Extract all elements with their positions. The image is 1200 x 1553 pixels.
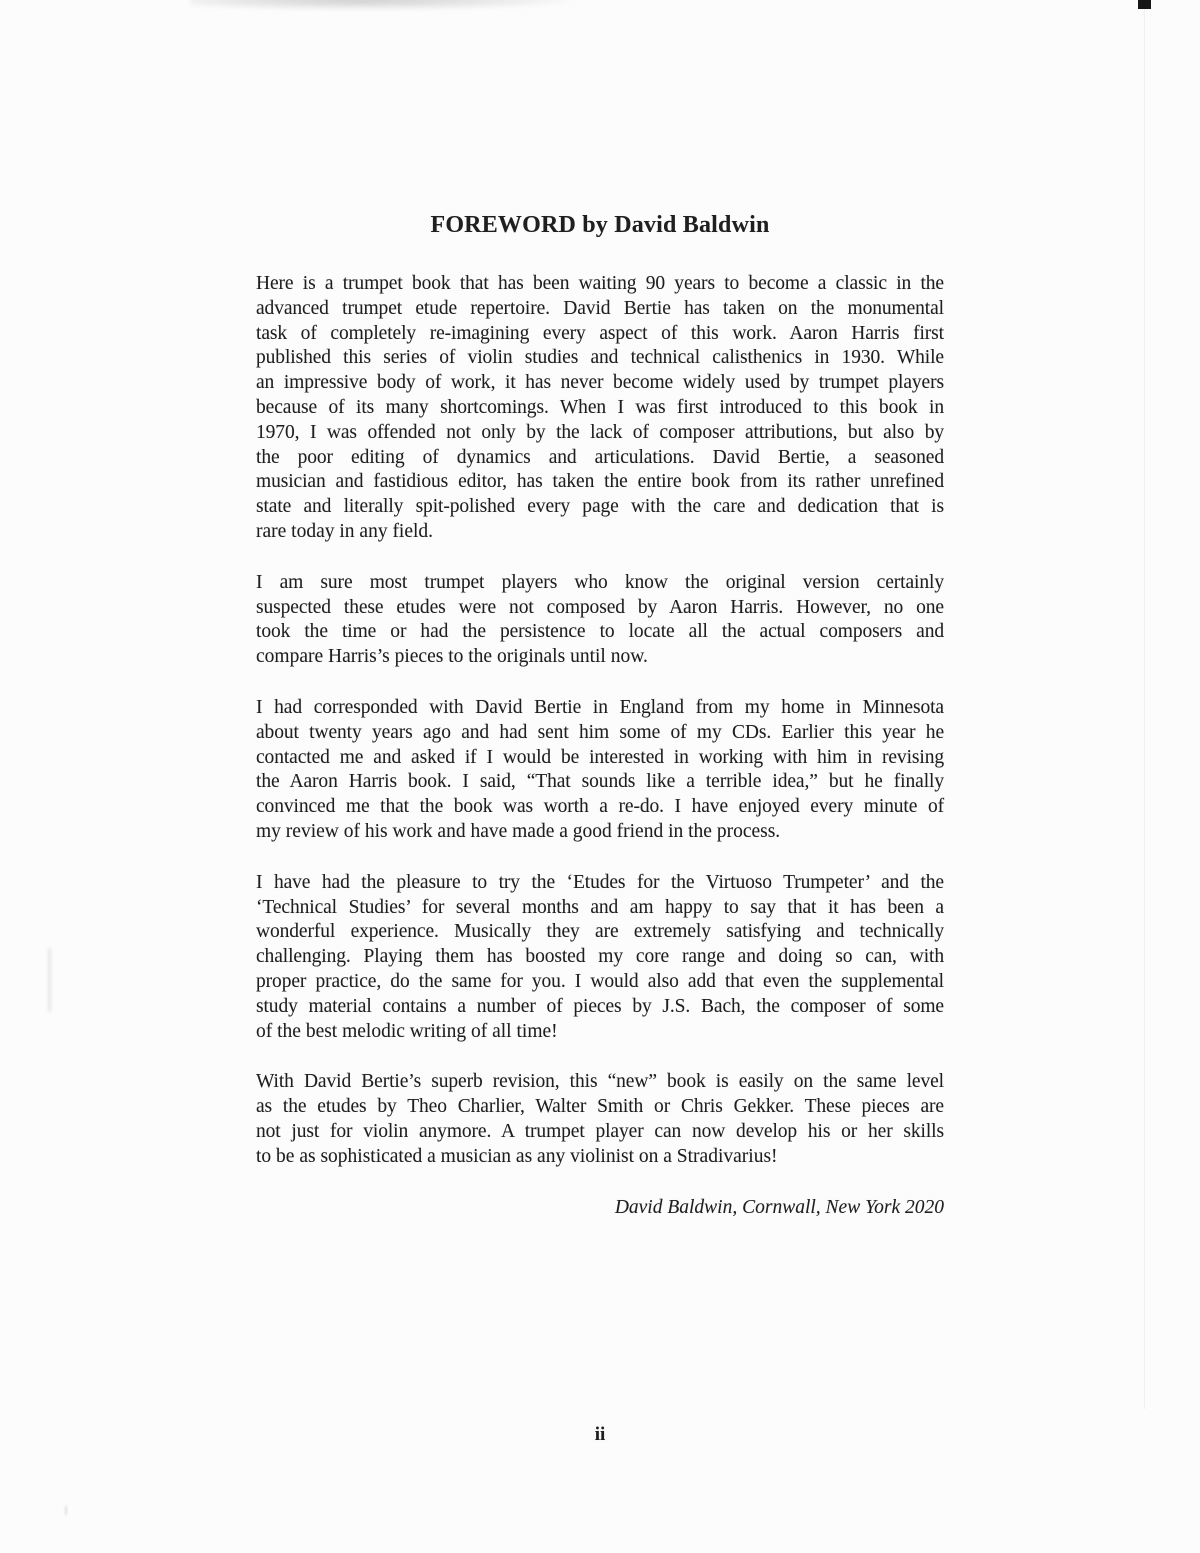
body-line: to be as sophisticated a musician as any violinist on a Stradivarius! xyxy=(256,1145,778,1167)
body-line: wonderful experience. Musically they are extremely satisfying and technically xyxy=(256,921,944,943)
scan-corner-mark xyxy=(1138,0,1151,9)
body-line: suspected these etudes were not composed by Aaron Harris. However, no one xyxy=(256,596,944,618)
signature-line: David Baldwin, Cornwall, New York 2020 xyxy=(614,1196,944,1218)
body-line: took the time or had the persistence to locate all the actual composers and xyxy=(256,621,944,643)
body-line: the poor editing of dynamics and articulations. David Bertie, a seasoned xyxy=(256,446,944,468)
body-line: 1970, I was offended not only by the lack of composer attributions, but also by xyxy=(256,421,944,443)
body-line: convinced me that the book was worth a re-do. I have enjoyed every minute of xyxy=(256,796,944,818)
paragraph xyxy=(256,696,944,845)
body-line: musician and fastidious editor, has taken the entire book from its rather unrefined xyxy=(256,471,944,493)
body-line: because of its many shortcomings. When I was first introduced to this book in xyxy=(256,396,944,418)
scan-smudge-top xyxy=(190,0,570,10)
body-line: proper practice, do the same for you. I would also add that even the supplemental xyxy=(256,970,944,992)
body-line: compare Harris’s pieces to the originals until now. xyxy=(256,646,648,668)
page-number: ii xyxy=(594,1424,606,1445)
paragraph xyxy=(256,871,944,1045)
body-line: the Aaron Harris book. I said, “That sounds like a terrible idea,” but he finally xyxy=(256,771,944,793)
body-line: ‘Technical Studies’ for several months and am happy to say that it has been a xyxy=(256,896,944,918)
body-line: I have had the pleasure to try the ‘Etudes for the Virtuoso Trumpeter’ and the xyxy=(256,871,944,893)
paragraph xyxy=(256,1070,944,1169)
body-line: Here is a trumpet book that has been waiting 90 years to become a classic in the xyxy=(256,273,944,294)
body-line: study material contains a number of pieces by J.S. Bach, the composer of some xyxy=(256,995,944,1017)
scan-smudge-left xyxy=(48,948,51,1012)
body-line: task of completely re-imagining every aspect of this work. Aaron Harris first xyxy=(256,322,944,344)
body-line: my review of his work and have made a good friend in the process. xyxy=(256,820,781,842)
body-line: rare today in any field. xyxy=(256,520,434,542)
body-line: about twenty years ago and had sent him some of my CDs. Earlier this year he xyxy=(256,721,944,743)
paragraph xyxy=(256,272,944,545)
body-line: contacted me and asked if I would be interested in working with him in revising xyxy=(256,746,944,768)
body-line: advanced trumpet etude repertoire. David Bertie has taken on the monumental xyxy=(256,297,944,319)
page-title: FOREWORD by David Baldwin xyxy=(430,212,770,238)
body-line: I am sure most trumpet players who know the original version certainly xyxy=(256,571,944,593)
scan-edge-line xyxy=(1144,9,1145,1409)
paragraph xyxy=(256,571,944,670)
body-line: I had corresponded with David Bertie in England from my home in Minnesota xyxy=(256,696,944,718)
body-line: as the etudes by Theo Charlier, Walter Smith or Chris Gekker. These pieces are xyxy=(256,1096,944,1118)
scan-smudge-bottom-left xyxy=(65,1506,67,1515)
body-line: challenging. Playing them has boosted my core range and doing so can, with xyxy=(256,946,944,968)
body-line: published this series of violin studies and technical calisthenics in 1930. While xyxy=(256,347,944,369)
body-line: With David Bertie’s superb revision, this “new” book is easily on the same level xyxy=(256,1071,944,1093)
body-line: an impressive body of work, it has never become widely used by trumpet players xyxy=(256,372,944,394)
body-paragraphs xyxy=(256,272,944,1220)
body-line: not just for violin anymore. A trumpet player can now develop his or her skills xyxy=(256,1120,944,1142)
body-line: of the best melodic writing of all time! xyxy=(256,1020,558,1042)
body-line: state and literally spit-polished every page with the care and dedication that is xyxy=(256,496,944,518)
